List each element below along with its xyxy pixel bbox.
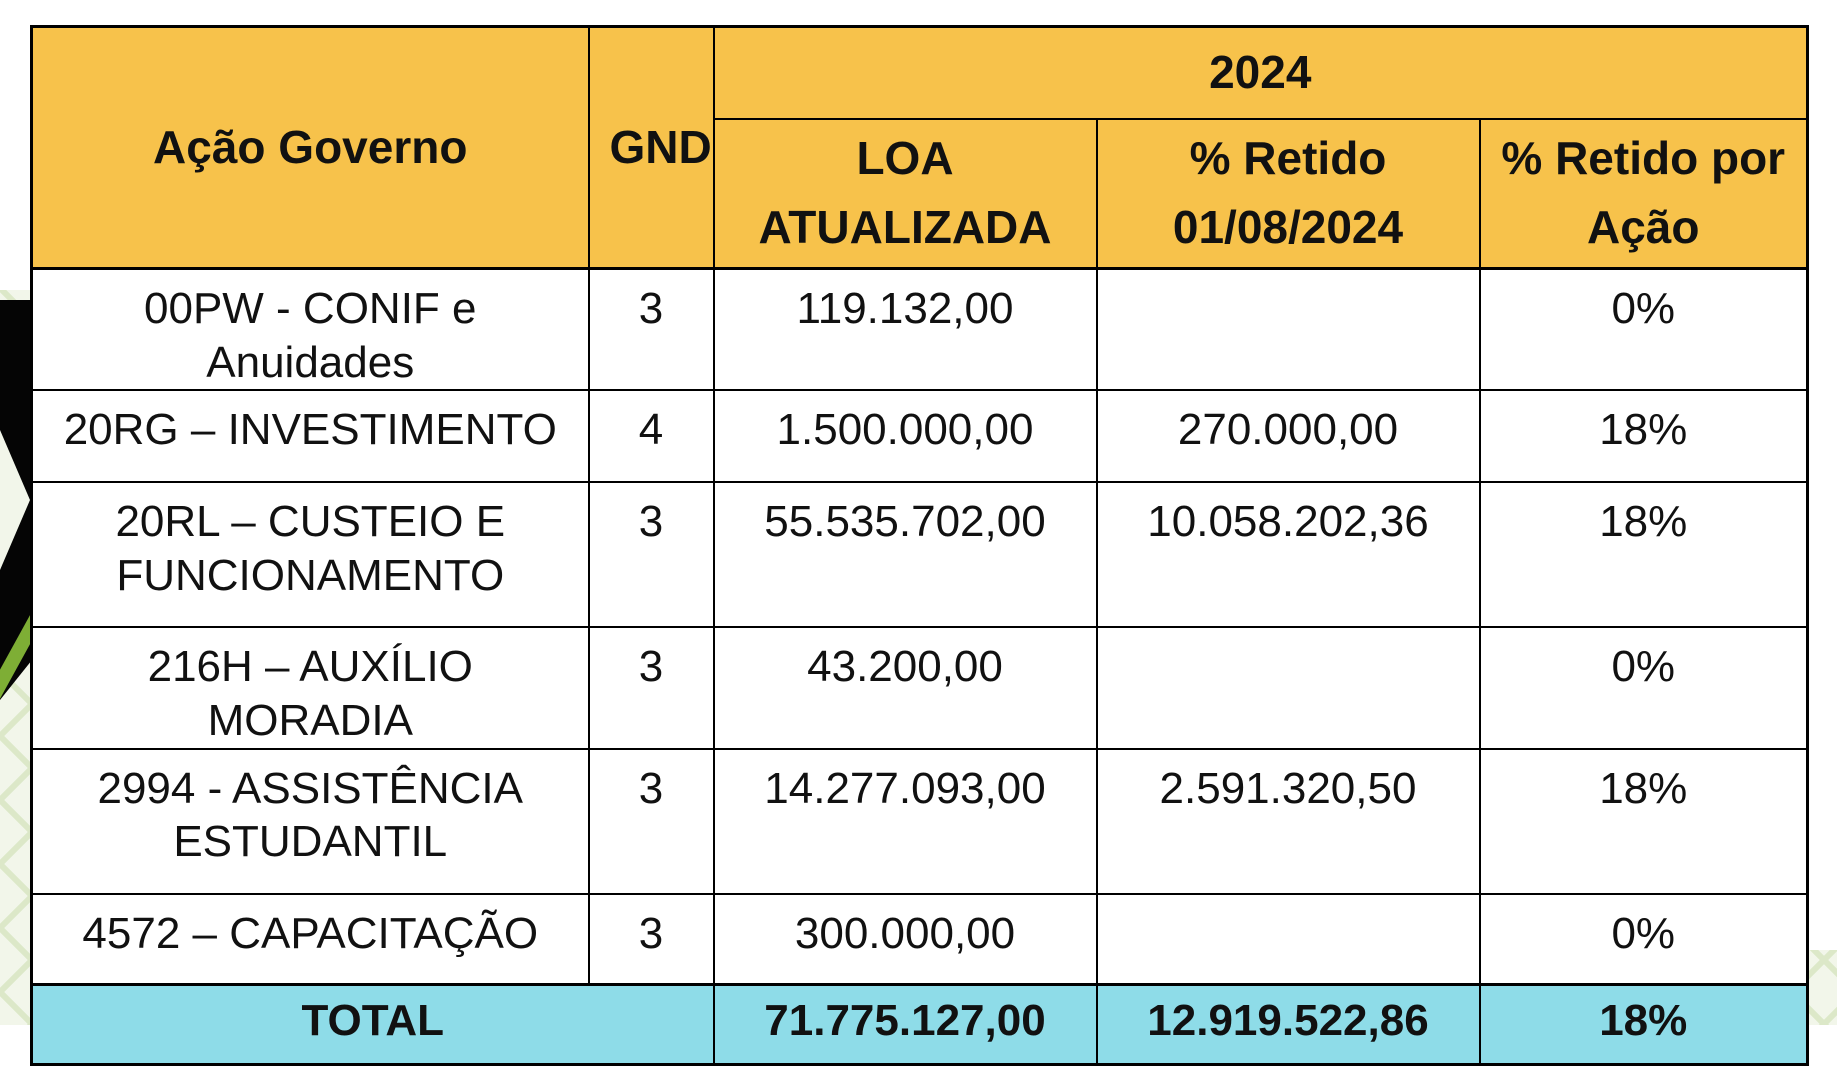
cell-loa: 300.000,00 [714, 894, 1097, 985]
header-retido: % Retido 01/08/2024 [1097, 119, 1480, 269]
header-retido-por-acao: % Retido por Ação [1480, 119, 1808, 269]
cell-pct: 0% [1480, 894, 1808, 985]
cell-pct: 18% [1480, 749, 1808, 894]
cell-gnd: 3 [589, 749, 714, 894]
cell-retido [1097, 894, 1480, 985]
cell-retido: 270.000,00 [1097, 390, 1480, 482]
cell-gnd: 4 [589, 390, 714, 482]
cell-loa: 1.500.000,00 [714, 390, 1097, 482]
budget-table [30, 25, 1809, 1066]
header-gnd: GND [589, 27, 714, 269]
table-row-216h [32, 627, 1808, 748]
cell-retido: 2.591.320,50 [1097, 749, 1480, 894]
cell-acao: 20RG – INVESTIMENTO [32, 390, 589, 482]
cell-retido [1097, 627, 1480, 748]
cell-gnd: 3 [589, 482, 714, 627]
table-row-20rg [32, 390, 1808, 482]
cell-gnd: 3 [589, 627, 714, 748]
table-row-4572 [32, 894, 1808, 985]
total-retido: 12.919.522,86 [1097, 985, 1480, 1065]
total-loa: 71.775.127,00 [714, 985, 1097, 1065]
table-row-00pw [32, 269, 1808, 391]
total-pct: 18% [1480, 985, 1808, 1065]
cell-loa: 55.535.702,00 [714, 482, 1097, 627]
cell-pct: 18% [1480, 390, 1808, 482]
cell-loa: 43.200,00 [714, 627, 1097, 748]
header-year-2024: 2024 [714, 27, 1808, 119]
cell-acao: 2994 - ASSISTÊNCIA ESTUDANTIL [32, 749, 589, 894]
cell-acao: 216H – AUXÍLIO MORADIA [32, 627, 589, 748]
cell-pct: 18% [1480, 482, 1808, 627]
cell-acao: 00PW - CONIF e Anuidades [32, 269, 589, 391]
cell-acao: 4572 – CAPACITAÇÃO [32, 894, 589, 985]
cell-pct: 0% [1480, 269, 1808, 391]
table-row-2994 [32, 749, 1808, 894]
header-acao-governo: Ação Governo [32, 27, 589, 269]
table-row-20rl [32, 482, 1808, 627]
cell-loa: 14.277.093,00 [714, 749, 1097, 894]
cell-pct: 0% [1480, 627, 1808, 748]
cell-gnd: 3 [589, 269, 714, 391]
cell-retido: 10.058.202,36 [1097, 482, 1480, 627]
cell-acao: 20RL – CUSTEIO E FUNCIONAMENTO [32, 482, 589, 627]
cell-retido [1097, 269, 1480, 391]
cell-gnd: 3 [589, 894, 714, 985]
cell-loa: 119.132,00 [714, 269, 1097, 391]
total-label: TOTAL [32, 985, 714, 1065]
header-loa-atualizada: LOA ATUALIZADA [714, 119, 1097, 269]
